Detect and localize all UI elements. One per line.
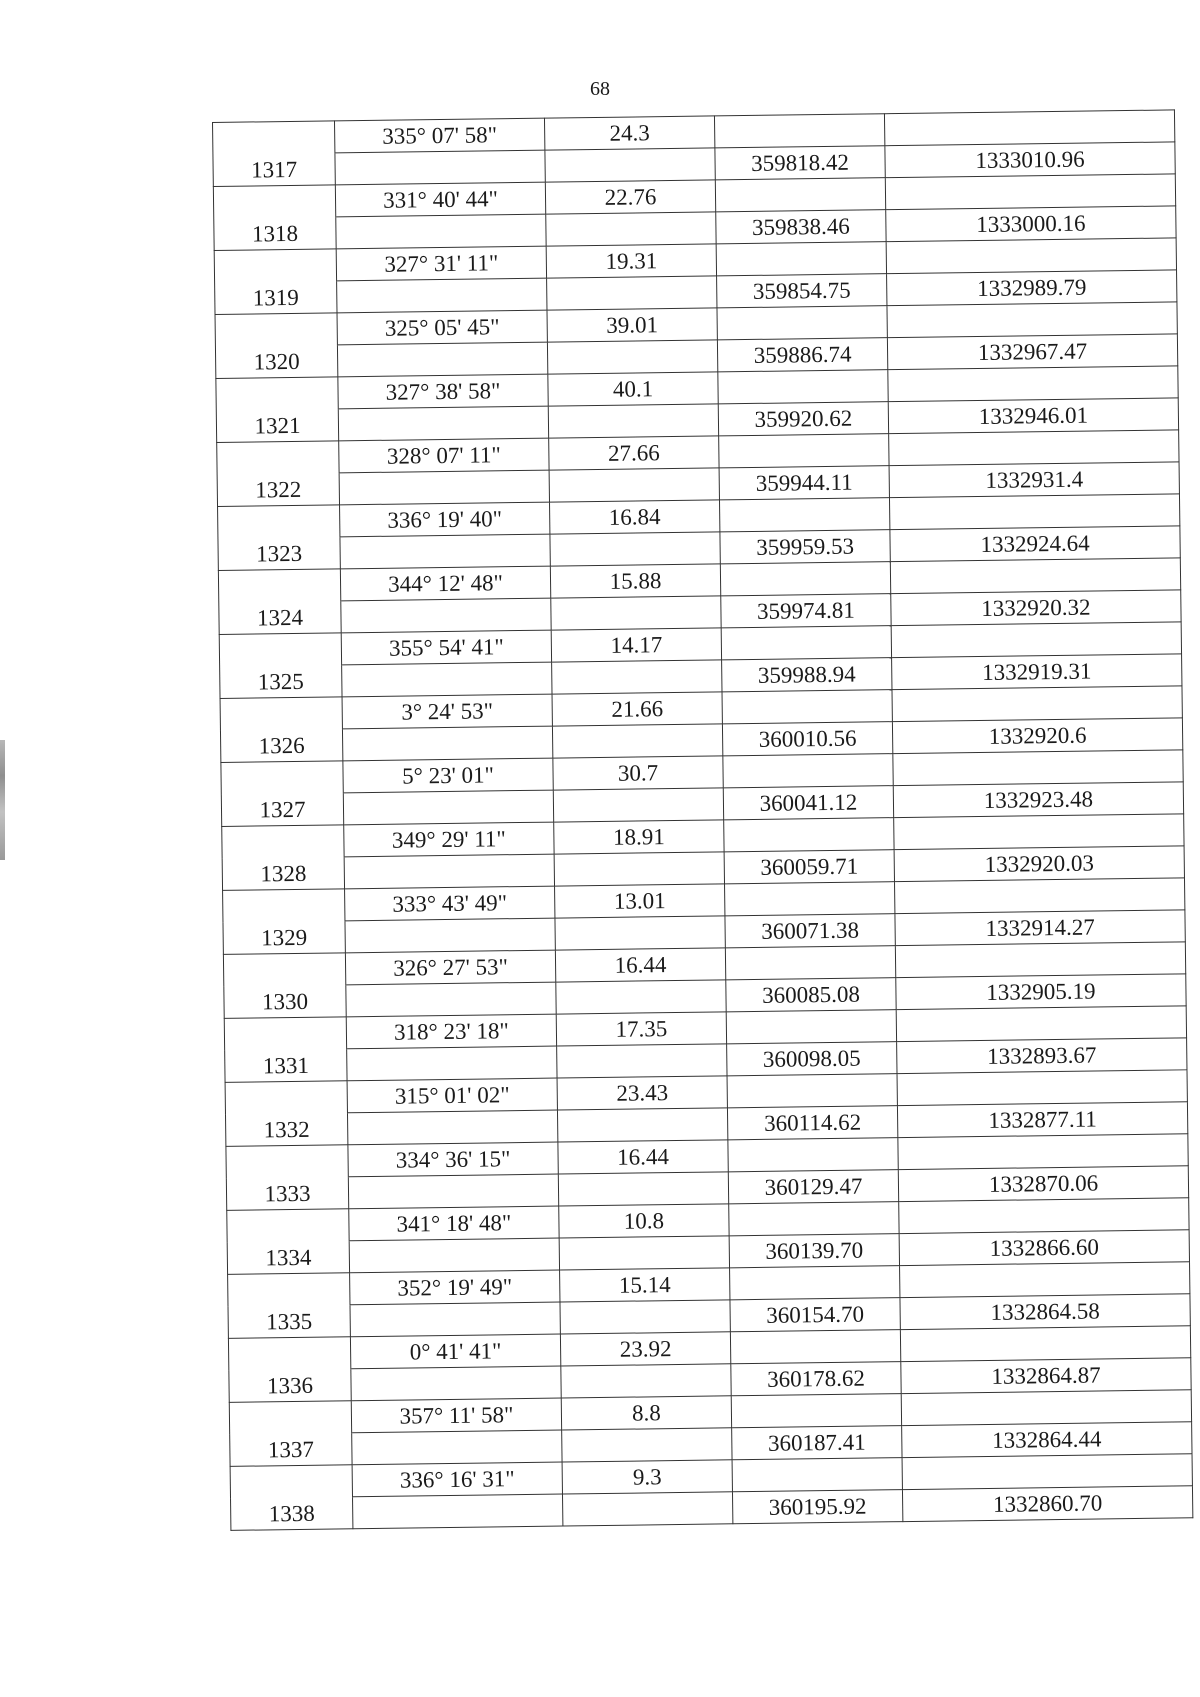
station-cell xyxy=(228,1337,350,1371)
northing-cell: 1332864.44 xyxy=(902,1422,1192,1458)
northing-cell xyxy=(896,1006,1186,1042)
easting-cell xyxy=(725,882,895,916)
easting-cell: 359974.81 xyxy=(721,594,891,628)
distance-cell xyxy=(562,1428,732,1462)
bearing-cell xyxy=(337,278,547,313)
station-cell: 1328 xyxy=(222,857,344,891)
station-cell xyxy=(220,697,342,731)
bearing-cell: 336° 16' 31" xyxy=(352,1462,562,1497)
northing-cell xyxy=(898,1134,1188,1170)
northing-cell xyxy=(895,942,1185,978)
bearing-cell xyxy=(353,1494,563,1529)
easting-cell: 360154.70 xyxy=(730,1298,900,1332)
easting-cell xyxy=(724,818,894,852)
station-cell: 1334 xyxy=(227,1241,349,1275)
bearing-cell xyxy=(347,1110,557,1145)
bearing-cell xyxy=(335,150,545,185)
northing-cell xyxy=(886,238,1176,274)
easting-cell: 360178.62 xyxy=(731,1362,901,1396)
station-cell xyxy=(218,505,340,539)
distance-cell: 27.66 xyxy=(549,436,719,470)
distance-cell xyxy=(560,1300,730,1334)
distance-cell: 14.17 xyxy=(551,628,721,662)
easting-cell xyxy=(721,626,891,660)
easting-cell: 360071.38 xyxy=(725,914,895,948)
easting-cell xyxy=(719,434,889,468)
station-cell: 1321 xyxy=(216,409,338,443)
distance-cell xyxy=(562,1492,732,1526)
northing-cell: 1332920.03 xyxy=(894,846,1184,882)
northing-cell xyxy=(895,878,1185,914)
northing-cell xyxy=(888,366,1178,402)
northing-cell: 1332967.47 xyxy=(887,334,1177,370)
northing-cell: 1332866.60 xyxy=(899,1230,1189,1266)
station-cell: 1318 xyxy=(214,217,336,251)
distance-cell: 17.35 xyxy=(556,1012,726,1046)
distance-cell: 9.3 xyxy=(562,1460,732,1494)
distance-cell: 22.76 xyxy=(545,180,715,214)
easting-cell xyxy=(727,1074,897,1108)
bearing-cell: 352° 19' 49" xyxy=(350,1270,560,1305)
distance-cell: 23.43 xyxy=(557,1076,727,1110)
survey-table-container xyxy=(212,109,1193,1561)
station-cell xyxy=(213,185,335,219)
distance-cell: 16.44 xyxy=(558,1140,728,1174)
station-cell: 1324 xyxy=(219,601,341,635)
distance-cell xyxy=(551,596,721,630)
bearing-cell xyxy=(340,534,550,569)
bearing-cell xyxy=(343,790,553,825)
northing-cell xyxy=(891,622,1181,658)
station-cell: 1325 xyxy=(220,665,342,699)
scan-edge-mark xyxy=(0,740,5,860)
distance-cell xyxy=(552,660,722,694)
distance-cell: 15.88 xyxy=(550,564,720,598)
northing-cell xyxy=(889,494,1179,530)
easting-cell: 359959.53 xyxy=(720,530,890,564)
northing-cell: 1332864.58 xyxy=(900,1294,1190,1330)
northing-cell xyxy=(892,686,1182,722)
easting-cell: 360187.41 xyxy=(732,1426,902,1460)
distance-cell xyxy=(548,404,718,438)
easting-cell: 360098.05 xyxy=(727,1042,897,1076)
bearing-cell: 327° 38' 58" xyxy=(338,374,548,409)
bearing-cell xyxy=(351,1366,561,1401)
easting-cell xyxy=(731,1394,901,1428)
bearing-cell: 327° 31' 11" xyxy=(336,246,546,281)
northing-cell xyxy=(900,1326,1190,1362)
bearing-cell: 344° 12' 48" xyxy=(340,566,550,601)
northing-cell: 1332877.11 xyxy=(897,1102,1187,1138)
easting-cell xyxy=(728,1138,898,1172)
station-cell xyxy=(221,761,343,795)
station-cell: 1335 xyxy=(228,1305,350,1339)
distance-cell xyxy=(558,1172,728,1206)
distance-cell: 23.92 xyxy=(560,1332,730,1366)
easting-cell xyxy=(718,370,888,404)
bearing-cell: 349° 29' 11" xyxy=(344,822,554,857)
northing-cell xyxy=(889,430,1179,466)
bearing-cell xyxy=(339,470,549,505)
bearing-cell xyxy=(349,1238,559,1273)
page-number: 68 xyxy=(590,78,610,100)
survey-table-body xyxy=(213,110,1193,1530)
easting-cell: 359886.74 xyxy=(717,338,887,372)
station-cell: 1333 xyxy=(226,1177,348,1211)
station-cell: 1336 xyxy=(229,1369,351,1403)
distance-cell xyxy=(545,148,715,182)
station-cell xyxy=(223,889,345,923)
northing-cell: 1332905.19 xyxy=(896,974,1186,1010)
station-cell: 1326 xyxy=(220,729,342,763)
bearing-cell xyxy=(346,982,556,1017)
distance-cell xyxy=(556,980,726,1014)
survey-coordinates-table xyxy=(212,109,1193,1530)
northing-cell: 1332914.27 xyxy=(895,910,1185,946)
bearing-cell: 357° 11' 58" xyxy=(351,1398,561,1433)
easting-cell: 360129.47 xyxy=(728,1170,898,1204)
easting-cell xyxy=(716,242,886,276)
northing-cell: 1332919.31 xyxy=(892,654,1182,690)
station-cell xyxy=(224,1017,346,1051)
bearing-cell: 3° 24' 53" xyxy=(342,694,552,729)
bearing-cell: 0° 41' 41" xyxy=(350,1334,560,1369)
distance-cell xyxy=(547,276,717,310)
bearing-cell xyxy=(342,662,552,697)
bearing-cell xyxy=(342,726,552,761)
distance-cell: 24.3 xyxy=(544,116,714,150)
northing-cell xyxy=(884,110,1174,146)
northing-cell: 1332924.64 xyxy=(890,526,1180,562)
northing-cell xyxy=(900,1262,1190,1298)
distance-cell: 16.44 xyxy=(555,948,725,982)
distance-cell xyxy=(557,1108,727,1142)
station-cell xyxy=(213,121,335,155)
station-cell xyxy=(219,633,341,667)
bearing-cell: 341° 18' 48" xyxy=(349,1206,559,1241)
bearing-cell: 336° 19' 40" xyxy=(340,502,550,537)
bearing-cell: 318° 23' 18" xyxy=(346,1014,556,1049)
easting-cell xyxy=(723,754,893,788)
station-cell: 1329 xyxy=(223,921,345,955)
bearing-cell xyxy=(352,1430,562,1465)
bearing-cell: 315° 01' 02" xyxy=(347,1078,557,1113)
northing-cell xyxy=(902,1454,1192,1490)
easting-cell xyxy=(719,498,889,532)
station-cell: 1320 xyxy=(215,345,337,379)
station-cell: 1330 xyxy=(224,985,346,1019)
easting-cell: 359818.42 xyxy=(715,146,885,180)
easting-cell xyxy=(730,1330,900,1364)
bearing-cell xyxy=(337,342,547,377)
easting-cell xyxy=(726,1010,896,1044)
station-cell xyxy=(216,377,338,411)
bearing-cell xyxy=(341,598,551,633)
distance-cell xyxy=(547,340,717,374)
distance-cell xyxy=(553,788,723,822)
distance-cell: 39.01 xyxy=(547,308,717,342)
easting-cell: 359920.62 xyxy=(718,402,888,436)
bearing-cell xyxy=(344,854,554,889)
distance-cell xyxy=(555,916,725,950)
northing-cell: 1332920.32 xyxy=(891,590,1181,626)
station-cell: 1332 xyxy=(225,1113,347,1147)
station-cell xyxy=(225,1081,347,1115)
bearing-cell: 326° 27' 53" xyxy=(345,950,555,985)
easting-cell: 360139.70 xyxy=(729,1234,899,1268)
bearing-cell: 331° 40' 44" xyxy=(335,182,545,217)
station-cell xyxy=(214,249,336,283)
easting-cell xyxy=(717,306,887,340)
station-cell: 1331 xyxy=(225,1049,347,1083)
easting-cell: 360085.08 xyxy=(726,978,896,1012)
station-cell: 1322 xyxy=(217,473,339,507)
bearing-cell: 334° 36' 15" xyxy=(348,1142,558,1177)
distance-cell: 16.84 xyxy=(550,500,720,534)
station-cell: 1337 xyxy=(230,1433,352,1467)
distance-cell xyxy=(559,1236,729,1270)
northing-cell xyxy=(890,558,1180,594)
northing-cell xyxy=(887,302,1177,338)
northing-cell xyxy=(885,174,1175,210)
bearing-cell xyxy=(336,214,546,249)
northing-cell xyxy=(901,1390,1191,1426)
easting-cell: 360010.56 xyxy=(722,722,892,756)
distance-cell xyxy=(550,532,720,566)
easting-cell xyxy=(732,1458,902,1492)
northing-cell: 1332893.67 xyxy=(897,1038,1187,1074)
distance-cell: 15.14 xyxy=(560,1268,730,1302)
distance-cell: 18.91 xyxy=(554,820,724,854)
northing-cell xyxy=(899,1198,1189,1234)
bearing-cell: 325° 05' 45" xyxy=(337,310,547,345)
easting-cell xyxy=(730,1266,900,1300)
bearing-cell xyxy=(345,918,555,953)
easting-cell: 360114.62 xyxy=(727,1106,897,1140)
station-cell xyxy=(226,1145,348,1179)
northing-cell xyxy=(897,1070,1187,1106)
distance-cell xyxy=(554,852,724,886)
bearing-cell xyxy=(350,1302,560,1337)
easting-cell xyxy=(720,562,890,596)
distance-cell: 21.66 xyxy=(552,692,722,726)
easting-cell: 359838.46 xyxy=(716,210,886,244)
station-cell xyxy=(229,1401,351,1435)
distance-cell xyxy=(561,1364,731,1398)
northing-cell: 1332920.6 xyxy=(892,718,1182,754)
easting-cell xyxy=(715,178,885,212)
northing-cell: 1332870.06 xyxy=(898,1166,1188,1202)
bearing-cell xyxy=(338,406,548,441)
distance-cell xyxy=(546,212,716,246)
northing-cell: 1332923.48 xyxy=(893,782,1183,818)
bearing-cell: 355° 54' 41" xyxy=(341,630,551,665)
bearing-cell xyxy=(347,1046,557,1081)
distance-cell: 19.31 xyxy=(546,244,716,278)
station-cell xyxy=(228,1273,350,1307)
northing-cell: 1332864.87 xyxy=(901,1358,1191,1394)
station-cell: 1323 xyxy=(218,537,340,571)
northing-cell: 1332946.01 xyxy=(888,398,1178,434)
easting-cell: 359988.94 xyxy=(722,658,892,692)
station-cell xyxy=(222,825,344,859)
station-cell xyxy=(227,1209,349,1243)
easting-cell xyxy=(722,690,892,724)
northing-cell: 1332931.4 xyxy=(889,462,1179,498)
easting-cell: 359944.11 xyxy=(719,466,889,500)
distance-cell: 40.1 xyxy=(548,372,718,406)
station-cell xyxy=(230,1465,352,1499)
easting-cell: 359854.75 xyxy=(717,274,887,308)
station-cell: 1319 xyxy=(215,281,337,315)
station-cell xyxy=(223,953,345,987)
bearing-cell xyxy=(348,1174,558,1209)
distance-cell: 8.8 xyxy=(561,1396,731,1430)
station-cell: 1338 xyxy=(231,1497,353,1531)
bearing-cell: 333° 43' 49" xyxy=(345,886,555,921)
easting-cell xyxy=(725,946,895,980)
distance-cell xyxy=(549,468,719,502)
northing-cell xyxy=(893,750,1183,786)
distance-cell: 30.7 xyxy=(553,756,723,790)
station-cell xyxy=(217,441,339,475)
easting-cell xyxy=(729,1202,899,1236)
northing-cell: 1333010.96 xyxy=(885,142,1175,178)
distance-cell xyxy=(557,1044,727,1078)
bearing-cell: 328° 07' 11" xyxy=(339,438,549,473)
easting-cell: 360195.92 xyxy=(732,1490,902,1524)
station-cell: 1317 xyxy=(213,153,335,187)
easting-cell xyxy=(714,114,884,148)
station-cell xyxy=(218,569,340,603)
bearing-cell: 335° 07' 58" xyxy=(334,118,544,153)
northing-cell: 1332989.79 xyxy=(887,270,1177,306)
bearing-cell: 5° 23' 01" xyxy=(343,758,553,793)
station-cell xyxy=(215,313,337,347)
northing-cell: 1333000.16 xyxy=(886,206,1176,242)
easting-cell: 360041.12 xyxy=(723,786,893,820)
distance-cell: 13.01 xyxy=(555,884,725,918)
easting-cell: 360059.71 xyxy=(724,850,894,884)
distance-cell: 10.8 xyxy=(559,1204,729,1238)
station-cell: 1327 xyxy=(221,793,343,827)
northing-cell xyxy=(894,814,1184,850)
northing-cell: 1332860.70 xyxy=(902,1486,1192,1522)
distance-cell xyxy=(552,724,722,758)
